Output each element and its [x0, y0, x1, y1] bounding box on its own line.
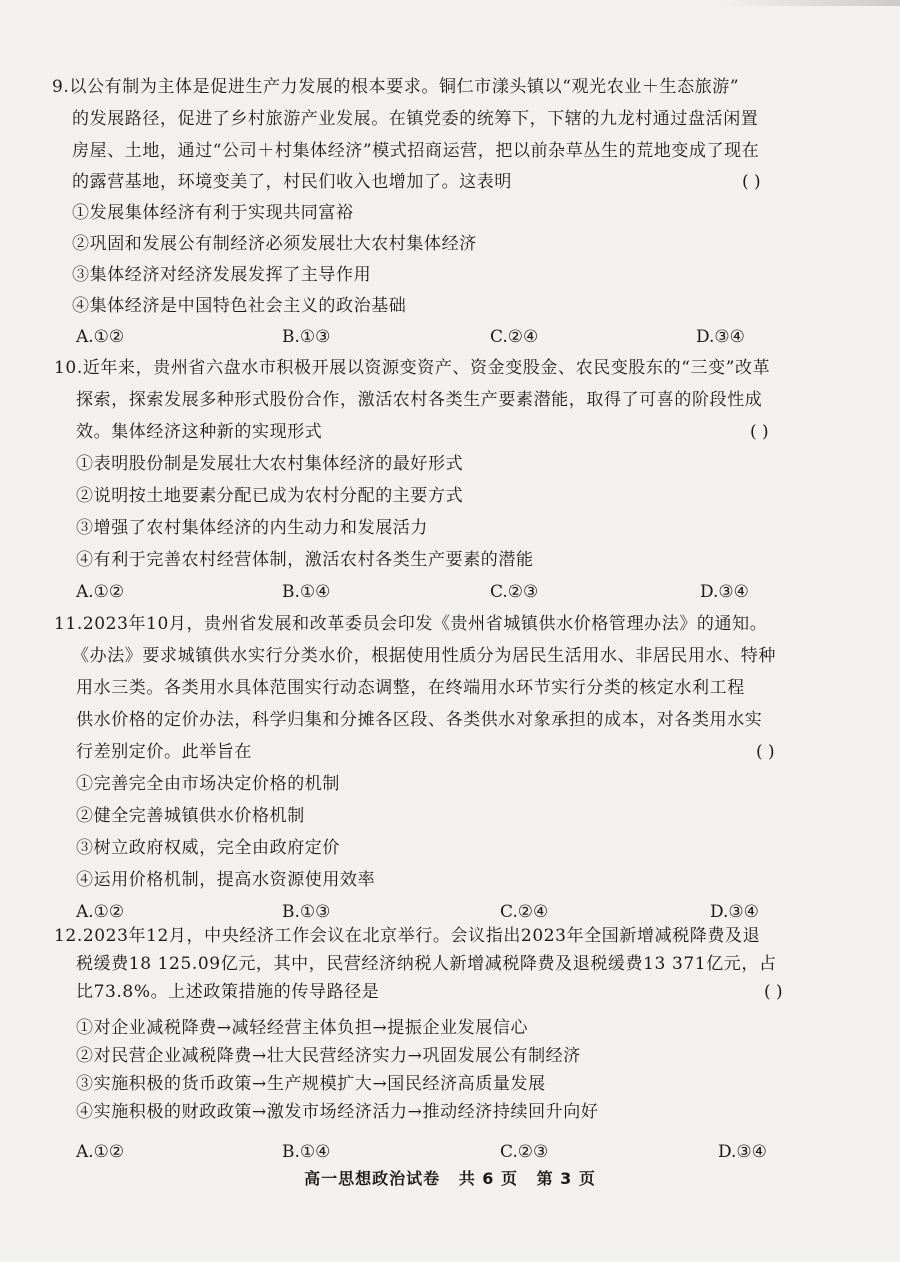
statement: ①完善完全由市场决定价格的机制: [76, 774, 340, 794]
question-stem-line: 用水三类。各类用水具体范围实行动态调整，在终端用水环节实行分类的核定水利工程: [76, 678, 745, 698]
statement: ②说明按土地要素分配已成为农村分配的主要方式: [76, 486, 464, 506]
option-a: A.①②: [76, 1142, 125, 1162]
question-stem-line: 供水价格的定价办法，科学归集和分摊各区段、各类供水对象承担的成本，对各类用水实: [76, 710, 763, 730]
statement: ①表明股份制是发展壮大农村集体经济的最好形式: [76, 454, 464, 474]
statement: ③增强了农村集体经济的内生动力和发展活力: [76, 518, 428, 538]
statement: ③树立政府权威，完全由政府定价: [76, 838, 340, 858]
question-stem-line: 11.2023年10月，贵州省发展和改革委员会印发《贵州省城镇供水价格管理办法》的通知。: [54, 614, 768, 634]
statement: ④有利于完善农村经营体制，激活农村各类生产要素的潜能: [76, 550, 534, 570]
statement: ④实施积极的财政政策→激发市场经济活力→推动经济持续回升向好: [76, 1102, 599, 1122]
page-footer: [0, 1166, 900, 1189]
option-b: B.①③: [282, 902, 331, 922]
page-total: 共 6 页: [458, 1169, 518, 1188]
question-stem-line: 房屋、土地，通过“公司＋村集体经济”模式招商运营，把以前杂草丛生的荒地变成了现在: [72, 141, 760, 161]
statement: ①发展集体经济有利于实现共同富裕: [72, 203, 354, 223]
question-stem-line: 《办法》要求城镇供水实行分类水价，根据使用性质分为居民生活用水、非居民用水、特种: [72, 646, 776, 666]
answer-blank: ( ): [742, 172, 761, 192]
question-stem-line: 比73.8%。上述政策措施的传导路径是: [76, 982, 380, 1002]
statement: ③集体经济对经济发展发挥了主导作用: [72, 265, 372, 285]
question-stem-line: 12.2023年12月，中央经济工作会议在北京举行。会议指出2023年全国新增减税降费及退: [54, 926, 761, 946]
option-c: C.②④: [500, 902, 549, 922]
option-c: C.②③: [500, 1142, 549, 1162]
option-d: D.③④: [700, 582, 749, 602]
statement: ③实施积极的货币政策→生产规模扩大→国民经济高质量发展: [76, 1074, 546, 1094]
question-stem-line: 效。集体经济这种新的实现形式: [76, 422, 323, 442]
statement: ④集体经济是中国特色社会主义的政治基础: [72, 296, 407, 316]
statement: ④运用价格机制，提高水资源使用效率: [76, 870, 376, 890]
option-d: D.③④: [696, 327, 745, 347]
question-stem-line: 探索，探索发展多种形式股份合作，激活农村各类生产要素潜能，取得了可喜的阶段性成: [76, 390, 763, 410]
statement: ②对民营企业减税降费→壮大民营经济实力→巩固发展公有制经济: [76, 1046, 581, 1066]
question-stem-line: 9.以公有制为主体是促进生产力发展的根本要求。铜仁市漾头镇以“观光农业＋生态旅游”: [52, 77, 740, 97]
statement: ①对企业减税降费→减轻经营主体负担→提振企业发展信心: [76, 1018, 529, 1038]
option-c: C.②④: [490, 327, 539, 347]
option-d: D.③④: [710, 902, 759, 922]
answer-blank: ( ): [764, 982, 783, 1002]
option-b: B.①④: [282, 1142, 331, 1162]
option-a: A.①②: [76, 902, 125, 922]
option-b: B.①③: [282, 327, 331, 347]
answer-blank: ( ): [756, 742, 775, 762]
question-stem-line: 的露营基地，环境变美了，村民们收入也增加了。这表明: [72, 172, 512, 192]
question-stem-line: 税缓费18 125.09亿元，其中，民营经济纳税人新增减税降费及退税缓费13 371亿元，占: [76, 954, 777, 974]
exam-title: 高一思想政治试卷: [304, 1169, 441, 1188]
option-a: A.①②: [76, 327, 125, 347]
scan-edge: [720, 0, 900, 6]
option-c: C.②③: [490, 582, 539, 602]
option-b: B.①④: [282, 582, 331, 602]
question-stem-line: 行差别定价。此举旨在: [76, 742, 252, 762]
option-d: D.③④: [718, 1142, 767, 1162]
statement: ②巩固和发展公有制经济必须发展壮大农村集体经济: [72, 234, 477, 254]
statement: ②健全完善城镇供水价格机制: [76, 806, 305, 826]
question-stem-line: 10.近年来，贵州省六盘水市积极开展以资源变资产、资金变股金、农民变股东的“三变”改革: [54, 358, 771, 378]
option-a: A.①②: [76, 582, 125, 602]
page-number: 第 3 页: [536, 1169, 596, 1188]
answer-blank: ( ): [750, 422, 769, 442]
question-stem-line: 的发展路径，促进了乡村旅游产业发展。在镇党委的统筹下，下辖的九龙村通过盘活闲置: [72, 109, 759, 129]
